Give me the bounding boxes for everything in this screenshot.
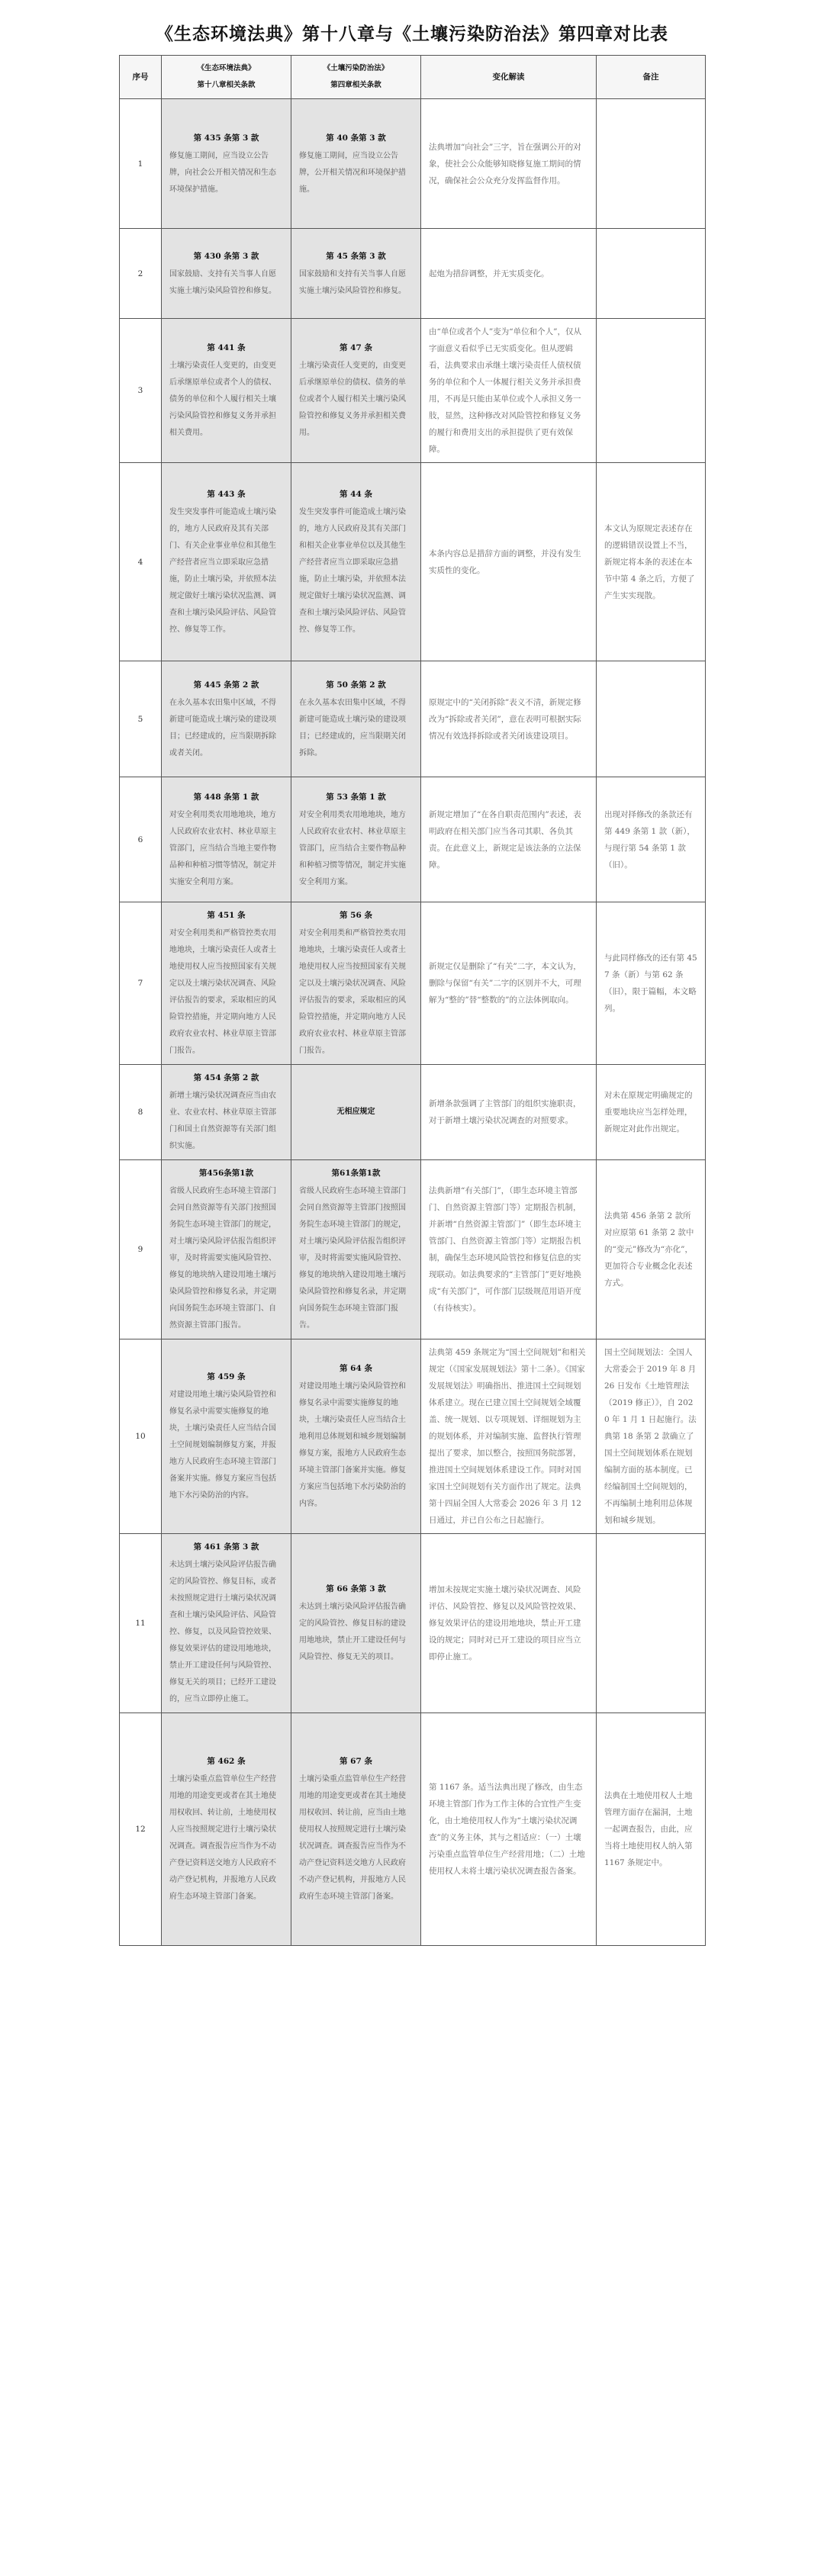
row-number: 4 xyxy=(120,463,162,661)
document-title: 《生态环境法典》第十八章与《土壤污染防治法》第四章对比表 xyxy=(156,24,668,44)
note-cell xyxy=(597,99,706,229)
table-row xyxy=(120,1534,706,1713)
law-article: 第 44 条 xyxy=(340,489,372,499)
code-article: 第 462 条 xyxy=(207,1757,246,1766)
law-text: 发生突发事件可能造成土壤污染的，地方人民政府及其有关部门和相关企业事业单位以及其他生产经营者应当立即采取应急措施，防止土壤污染，并依照本法规定做好土壤污染状况监测、调查和土壤污染风险评估、风险管控、修复等工作。 xyxy=(299,507,406,634)
code-cell xyxy=(162,1534,291,1713)
law-article: 第61条第1款 xyxy=(331,1169,381,1178)
note-cell xyxy=(597,319,706,463)
code-text: 未达到土壤污染风险评估报告确定的风险管控、修复目标，或者未按照规定进行土壤污染状况调查和土壤污染风险评估、风险管控、修复，以及风险管控效果、修复效果评估的建设用地地块，禁止开工建设任何与风险管控、修复无关的项目；已经开工建设的，应当立即停止施工。 xyxy=(169,1561,276,1703)
law-cell xyxy=(291,661,421,777)
header-code-line1: 《生态环境法典》 xyxy=(197,64,256,72)
code-article: 第 443 条 xyxy=(207,489,246,499)
law-article: 第 40 条第 3 款 xyxy=(326,133,386,143)
code-cell xyxy=(162,99,291,229)
code-cell xyxy=(162,319,291,463)
law-text: 土壤污染责任人变更的，由变更后承继原单位的债权、债务的单位或者个人履行相关土壤污染风险管控和修复义务并承担相关费用。 xyxy=(299,362,406,437)
change-cell: 法典增加“向社会”三字，旨在强调公开的对象，使社会公众能够知晓修复施工期间的情况，确保社会公众充分发挥监督作用。 xyxy=(421,99,597,229)
law-cell xyxy=(291,1713,421,1946)
law-cell xyxy=(291,99,421,229)
header-no: 序号 xyxy=(120,56,162,99)
code-cell xyxy=(162,463,291,661)
code-cell xyxy=(162,661,291,777)
row-number: 11 xyxy=(120,1534,162,1713)
law-cell xyxy=(291,1339,421,1534)
law-text: 无相应规定 xyxy=(336,1108,375,1116)
code-cell xyxy=(162,229,291,319)
law-text: 对安全利用类农用地地块，地方人民政府农业农村、林业草原主管部门，应当结合主要作物品种和种植习惯等情况，制定并实施安全利用方案。 xyxy=(299,810,406,886)
law-text: 修复施工期间，应当设立公告牌，公开相关情况和环境保护措施。 xyxy=(299,151,406,194)
law-article: 第 66 条第 3 款 xyxy=(326,1584,386,1594)
note-cell xyxy=(597,1534,706,1713)
law-cell xyxy=(291,1065,421,1160)
change-cell: 由“单位或者个人”变为“单位和个人”，仅从字面意义看似乎已无实质变化。但从逻辑看，法典要求由承继土壤污染责任人债权债务的单位和个人一体履行相关义务并承担费用，不再是只能由某单位或个人承担义务一肢，显然，这种修改对风险管控和修复义务的履行和费用支出的承担提供了更有效保障。 xyxy=(421,319,597,463)
code-cell xyxy=(162,1713,291,1946)
law-cell xyxy=(291,777,421,902)
code-cell xyxy=(162,777,291,902)
code-article: 第 454 条第 2 款 xyxy=(193,1073,259,1082)
law-text: 对安全利用类和严格管控类农用地地块，土壤污染责任人或者土地使用权人应当按照国家有关规定以及土壤污染状况调查、风险评估报告的要求，采取相应的风险管控措施，并定期向地方人民政府农业农村、林业草原主管部门报告。 xyxy=(299,929,406,1055)
header-change: 变化解读 xyxy=(421,56,597,99)
table-row xyxy=(120,777,706,902)
table-row xyxy=(120,319,706,463)
row-number: 1 xyxy=(120,99,162,229)
change-cell: 新规定仅是删除了“有关”二字，本文认为，删除与保留“有关”二字的区别并不大，可理解为“整的”替“整数的”的立法体例取向。 xyxy=(421,902,597,1065)
code-text: 对建设用地土壤污染风险管控和修复名录中需要实施修复的地块，土壤污染责任人应当结合国土空间规划编制修复方案，并报地方人民政府生态环境主管部门备案并实施。修复方案应当包括地下水污染防治的内容。 xyxy=(169,1391,276,1500)
change-cell: 本条内容总是措辞方面的调整，并没有发生实质性的变化。 xyxy=(421,463,597,661)
row-number: 5 xyxy=(120,661,162,777)
change-cell: 新增条款强调了主管部门的组织实施职责，对于新增土壤污染状况调查的对照要求。 xyxy=(421,1065,597,1160)
change-cell: 法典第 459 条规定为“国土空间规划”和相关规定（《国家发展规划法》第十二条）。《国家发展规划法》明确指出、推进国土空间规划体系建立。现在已建立国土空间规划全域覆盖、统一规划、以专项规划、详细规划为主的规划体系，并对编制实施、监督执行管理提出了要求，加以整合，按照国务院部署，推进国土空间规划体系建设工作。同时对国家国土空间规划有关方面作出了规定。法典第十四届全国人大常委会 2026 年 3 月 12 日通过，并已自公布之日起施行。 xyxy=(421,1339,597,1534)
law-cell xyxy=(291,1534,421,1713)
code-article: 第456条第1款 xyxy=(198,1169,254,1178)
header-code xyxy=(162,56,291,99)
table-row xyxy=(120,229,706,319)
code-cell xyxy=(162,1065,291,1160)
code-article: 第 459 条 xyxy=(207,1372,246,1381)
code-cell xyxy=(162,902,291,1065)
law-article: 第 45 条第 3 款 xyxy=(326,251,386,261)
law-cell xyxy=(291,319,421,463)
row-number: 7 xyxy=(120,902,162,1065)
table-row xyxy=(120,1713,706,1946)
code-text: 发生突发事件可能造成土壤污染的，地方人民政府及其有关部门、有关企业事业单位和其他生产经营者应当立即采取应急措施，防止土壤污染，并依照本法规定做好土壤污染状况监测、调查和土壤污染风险评估、风险管控、修复等工作。 xyxy=(169,507,276,634)
law-text: 国家鼓励和支持有关当事人自愿实施土壤污染风险管控和修复。 xyxy=(299,269,406,295)
code-article: 第 435 条第 3 款 xyxy=(193,133,259,143)
code-text: 对安全利用类和严格管控类农用地地块，土壤污染责任人或者土地使用权人应当按照国家有关规定以及土壤污染状况调查、风险评估报告的要求，采取相应的风险管控措施，并定期向地方人民政府农业农村、林业草原主管部门报告。 xyxy=(169,929,276,1055)
row-number: 8 xyxy=(120,1065,162,1160)
row-number: 2 xyxy=(120,229,162,319)
code-article: 第 430 条第 3 款 xyxy=(193,251,259,261)
law-text: 省级人民政府生态环境主管部门会同自然资源等主管部门按照国务院生态环境主管部门的规定，对土壤污染风险评估报告组织评审，及时将需要实施风险管控、修复的地块纳入建设用地土壤污染风险管控和修复名录，并定期向国务院生态环境主管部门报告。 xyxy=(299,1187,406,1330)
row-number: 3 xyxy=(120,319,162,463)
comparison-table xyxy=(119,55,706,1946)
change-cell: 增加未按规定实施土壤污染状况调查、风险评估、风险管控、修复以及风险管控效果、修复效果评估的建设用地地块，禁止开工建设的规定；同时对已开工建设的项目应当立即停止施工。 xyxy=(421,1534,597,1713)
code-text: 在永久基本农田集中区域，不得新建可能造成土壤污染的建设项目；已经建成的，应当限期拆除或者关闭。 xyxy=(169,698,276,757)
note-cell xyxy=(597,661,706,777)
code-text: 国家鼓励、支持有关当事人自愿实施土壤污染风险管控和修复。 xyxy=(169,269,276,295)
law-cell xyxy=(291,229,421,319)
change-cell: 原规定中的“关闭拆除”表义不清，新规定修改为“拆除或者关闭”，意在表明可根据实际情况有效选择拆除或者关闭该建设项目。 xyxy=(421,661,597,777)
law-text: 对建设用地土壤污染风险管控和修复名录中需要实施修复的地块，土壤污染责任人应当结合土地利用总体规划和城乡规划编制修复方案，报地方人民政府生态环境主管部门备案并实施。修复方案应当包括地下水污染防治的内容。 xyxy=(299,1382,406,1508)
change-cell: 第 1167 条。适当法典出现了修改，由生态环境主管部门作为工作主体的合宜性产生变化，由土地使用权人作为“土壤污染状况调查”的义务主体，其与之相适应：（一）土壤污染重点监管单位生产经营用地；（二）土地使用权人未将土壤污染状况调查报告备案。 xyxy=(421,1713,597,1946)
code-article: 第 451 条 xyxy=(207,911,246,920)
law-text: 在永久基本农田集中区域，不得新建可能造成土壤污染的建设项目；已经建成的，应当限期关闭拆除。 xyxy=(299,698,406,757)
change-cell: 起炮为措辞调整，并无实质变化。 xyxy=(421,229,597,319)
note-cell: 法典第 456 条第 2 款所对应原第 61 条第 2 款中的“变元”修改为“亦化”，更加符合专业概念化表述方式。 xyxy=(597,1160,706,1339)
code-article: 第 448 条第 1 款 xyxy=(193,792,259,802)
law-article: 第 47 条 xyxy=(340,343,372,352)
code-article: 第 445 条第 2 款 xyxy=(193,680,259,690)
header-code-line2: 第十八章相关条款 xyxy=(197,81,256,89)
change-cell: 新规定增加了“在各自职责范围内”表述，表明政府在相关部门应当各司其职、各负其责。在此意义上，新规定是该法条的立法保障。 xyxy=(421,777,597,902)
code-text: 土壤污染重点监管单位生产经营用地的用途变更或者在其土地使用权收回、转让前，土地使用权人应当按照规定进行土壤污染状况调查。调查报告应当作为不动产登记资料送交地方人民政府不动产登记机构，并报地方人民政府生态环境主管部门备案。 xyxy=(169,1775,276,1901)
table-row xyxy=(120,99,706,229)
note-cell: 本文认为原规定表述存在的逻辑错误设置上不当，新规定将本条的表述在本节中第 4 条之后，方便了产生实实现散。 xyxy=(597,463,706,661)
code-text: 修复施工期间，应当设立公告牌，向社会公开相关情况和生态环境保护措施。 xyxy=(169,151,276,194)
table-row xyxy=(120,1339,706,1534)
row-number: 10 xyxy=(120,1339,162,1534)
table-row xyxy=(120,463,706,661)
row-number: 12 xyxy=(120,1713,162,1946)
code-article: 第 441 条 xyxy=(207,343,246,352)
table-row xyxy=(120,1160,706,1339)
law-article: 第 53 条第 1 款 xyxy=(326,792,386,802)
table-row xyxy=(120,902,706,1065)
row-number: 6 xyxy=(120,777,162,902)
table-row xyxy=(120,1065,706,1160)
table-header-row xyxy=(120,56,706,99)
header-law xyxy=(291,56,421,99)
law-cell xyxy=(291,463,421,661)
header-note: 备注 xyxy=(597,56,706,99)
note-cell: 与此同样修改的还有第 457 条（新）与第 62 条（旧），限于篇幅，本文略列。 xyxy=(597,902,706,1065)
code-article: 第 461 条第 3 款 xyxy=(193,1542,259,1552)
law-text: 未达到土壤污染风险评估报告确定的风险管控、修复目标的建设用地地块，禁止开工建设任何与风险管控、修复无关的项目。 xyxy=(299,1603,406,1661)
header-law-line1: 《土壤污染防治法》 xyxy=(323,64,389,72)
code-text: 新增土壤污染状况调查应当由农业、农业农村、林业草原主管部门和国土自然资源等有关部门组织实施。 xyxy=(169,1092,276,1150)
law-article: 第 64 条 xyxy=(340,1364,372,1373)
table-body xyxy=(120,99,706,1946)
code-cell xyxy=(162,1339,291,1534)
note-cell: 法典在土地使用权人土地管理方面存在漏洞，土地一起调查报告，由此，应当将土地使用权人纳入第 1167 条规定中。 xyxy=(597,1713,706,1946)
note-cell: 出现对择修改的条款还有第 449 条第 1 款（新），与现行第 54 条第 1 款（旧）。 xyxy=(597,777,706,902)
law-text: 土壤污染重点监管单位生产经营用地的用途变更或者在其土地使用权收回、转让前，应当由土地使用权人按照规定进行土壤污染状况调查。调查报告应当作为不动产登记资料送交地方人民政府不动产登记机构，并报地方人民政府生态环境主管部门备案。 xyxy=(299,1775,406,1901)
law-cell xyxy=(291,902,421,1065)
note-cell xyxy=(597,229,706,319)
header-law-line2: 第四章相关条款 xyxy=(330,81,381,89)
law-article: 第 50 条第 2 款 xyxy=(326,680,386,690)
row-number: 9 xyxy=(120,1160,162,1339)
code-text: 土壤污染责任人变更的，由变更后承继原单位或者个人的债权、债务的单位和个人履行相关土壤污染风险管控和修复义务并承担相关费用。 xyxy=(169,362,276,437)
law-article: 第 56 条 xyxy=(340,911,372,920)
change-cell: 法典新增“有关部门”，（即生态环境主管部门、自然资源主管部门等）定期报告机制，并新增“自然资源主管部门”（即生态环境主管部门、自然资源主管部门等）定期报告机制，确保生态环境风险管控和修复信息的实现联动。如法典要求的“主管部门”更好地换成“有关部门”，可作部门层级规范用语开度（有待核实）。 xyxy=(421,1160,597,1339)
law-cell xyxy=(291,1160,421,1339)
table-row xyxy=(120,661,706,777)
law-article: 第 67 条 xyxy=(340,1757,372,1766)
code-text: 对安全利用类农用地地块，地方人民政府农业农村、林业草原主管部门，应当结合当地主要作物品种和种植习惯等情况，制定并实施安全利用方案。 xyxy=(169,810,276,886)
note-cell: 国土空间规划法：全国人大常委会于 2019 年 8 月 26 日发布《土地管理法（2019 修正）》，自 2020 年 1 月 1 日起施行。法典第 18 条第 2 款确立了国土空间规划体系在规划编制方面的基本制度。已经编制国土空间规划的，不再编制土地利用总体规划和城乡规划。 xyxy=(597,1339,706,1534)
code-cell xyxy=(162,1160,291,1339)
code-text: 省级人民政府生态环境主管部门会同自然资源等有关部门按照国务院生态环境主管部门的规定，对土壤污染风险评估报告组织评审，及时将需要实施风险管控、修复的地块纳入建设用地土壤污染风险管控和修复名录，并定期向国务院生态环境主管部门、自然资源主管部门报告。 xyxy=(169,1187,276,1330)
note-cell: 对未在原规定明确规定的重要地块应当怎样处理，新规定对此作出规定。 xyxy=(597,1065,706,1160)
